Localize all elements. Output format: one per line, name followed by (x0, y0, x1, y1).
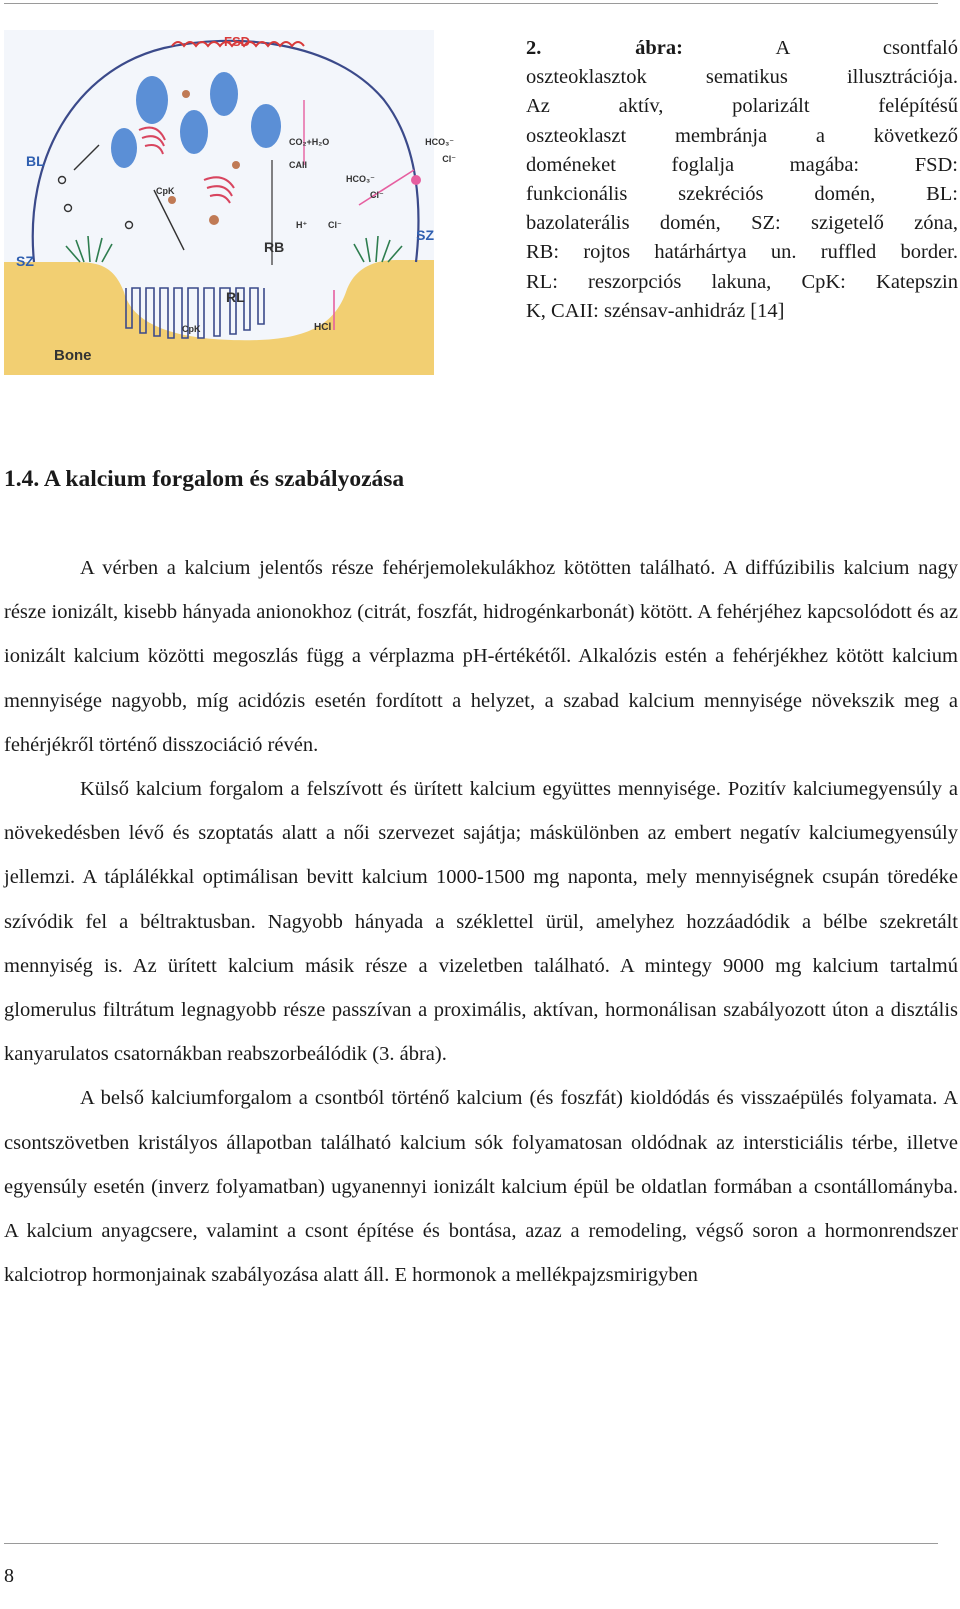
nucleus (210, 72, 238, 116)
cpk-top-label: CpK (156, 186, 175, 196)
bone-label: Bone (54, 347, 92, 364)
caption-line: Az aktív, polarizált felépítésű (526, 95, 958, 118)
body-text (4, 546, 958, 1297)
caption-line: funkcionális szekréciós domén, BL: (526, 183, 958, 206)
vesicle (168, 196, 176, 204)
caption-line: oszteoklasztok sematikus illusztrációja. (526, 66, 958, 89)
bottom-rule (4, 1543, 938, 1544)
vesicle (182, 90, 190, 98)
cl-low-label: Cl⁻ (328, 220, 342, 230)
caption-line: oszteoklaszt membránja a következő (526, 124, 958, 147)
caption-first-text: A csontfaló (682, 37, 958, 59)
vesicle (209, 215, 219, 225)
caption-line (526, 34, 958, 63)
cl-right-label: Cl⁻ (442, 154, 456, 164)
co2-label: CO₂+H₂O (289, 137, 330, 147)
rl-label: RL (226, 289, 245, 305)
transporter (411, 175, 421, 185)
caption-label: 2. ábra: (526, 37, 683, 59)
h-plus-label: H⁺ (296, 220, 308, 230)
cl-mid-label: Cl⁻ (370, 190, 384, 200)
rb-label: RB (264, 239, 285, 255)
hco3-mid-label: HCO₃⁻ (346, 174, 375, 184)
page-number: 8 (4, 1565, 14, 1587)
sz-right-label: SZ (416, 227, 434, 243)
osteoclast-figure (4, 30, 456, 375)
osteoclast-diagram (4, 30, 456, 375)
nucleus (111, 128, 137, 168)
caption-line: K, CAII: szénsav-anhidráz [14] (526, 299, 785, 322)
paragraph: Külső kalcium forgalom a felszívott és ürített kalcium együttes mennyisége. Pozitív kalciumegyensúly a növekedésben lévő és szoptatás alatt a női szervezet sajátja; máskülönben az embert negatív kalciumegyensúly jellemzi. A táplálékkal optimálisan bevitt kalcium 1000-1500 mg naponta, mely mennyiségnek csupán töredéke szívódik fel a béltraktusban. Nagyobb hányada a széklettel ürül, amelyhez hozzáadódik a bélbe szekretált mennyiség is. Az ürített kalcium másik része a vizeletben található. A mintegy 9000 mg kalcium tartalmú glomerulus filtrátum legnagyobb része passzívan a proximális, aktívan, hormonálisan szabályozott úton a disztális kanyarulatos csatornákban reabszorbeálódik (3. ábra). (4, 778, 958, 1066)
hcl-label: HCl (314, 322, 332, 333)
nucleus (180, 110, 208, 154)
caption-line: bazolaterális domén, SZ: szigetelő zóna, (526, 212, 958, 235)
caii-label: CAII (289, 160, 307, 170)
caption-line: RL: reszorpciós lakuna, CpK: Katepszin (526, 270, 958, 293)
caption-line: RB: rojtos határhártya un. ruffled border. (526, 241, 958, 264)
paragraph: A belső kalciumforgalom a csontból történő kalcium (és foszfát) kioldódás és visszaépülés folyamata. A csontszövetben kristályos állapotban található kalcium sók folyamatosan oldódnak az intersticiális térbe, illetve egyensúly esetén (inverz folyamatban) ugyanennyi ionizált kalcium épül be oldatlan formában a csontállományba. A kalcium anyagcsere, valamint a csont építése és bontása, azaz a remodeling, végső soron a hormonrendszer kalciotrop hormonjainak szabályozása alatt áll. E hormonok a mellékpajzsmirigyben (4, 1087, 958, 1287)
cpk-bottom-label: CpK (182, 324, 201, 334)
caption-line: doméneket foglalja magába: FSD: (526, 153, 958, 176)
sz-left-label: SZ (16, 253, 34, 269)
vesicle (232, 161, 240, 169)
hco3-right-label: HCO₃⁻ (425, 137, 454, 147)
fsd-label: FSD (224, 34, 250, 49)
top-rule (4, 3, 938, 4)
bl-label: BL (26, 153, 45, 169)
nucleus (136, 76, 168, 124)
nucleus (251, 104, 281, 148)
section-heading: 1.4. A kalcium forgalom és szabályozása (4, 466, 405, 492)
figure-caption (526, 34, 958, 326)
paragraph: A vérben a kalcium jelentős része fehérjemolekulákhoz kötötten található. A diffúzibilis kalcium nagy része ionizált, kisebb hányada anionokhoz (citrát, foszfát, hidrogénkarbonát) kötött. A fehérjéhez kapcsolódott és az ionizált kalcium közötti megoszlás függ a vérplazma pH-értékétől. Alkalózis estén a fehérjékhez kötött kalcium mennyisége nagyobb, míg acidózis esetén fordított a helyzet, a szabad kalcium mennyisége növekszik meg a fehérjékről történő disszociáció révén. (4, 557, 958, 756)
